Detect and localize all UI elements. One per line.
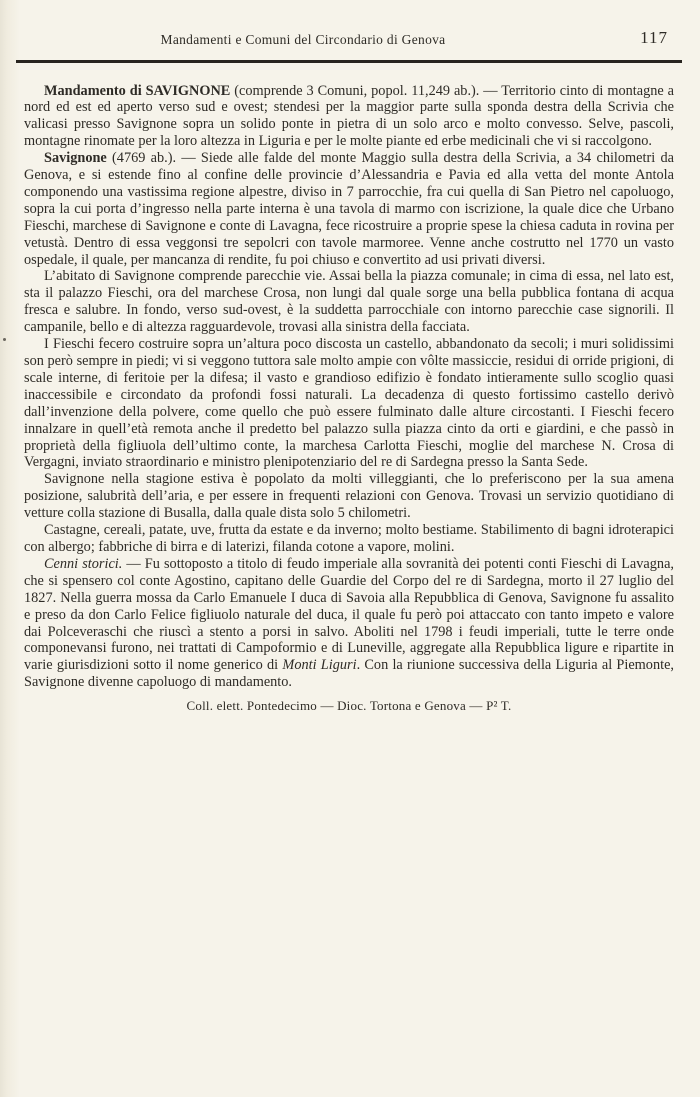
paragraph — [24, 150, 674, 268]
page-header — [24, 30, 674, 52]
header-rule — [16, 60, 682, 63]
page-body — [24, 83, 674, 692]
body-text: (4769 ab.). — Siede alle falde del monte Maggio sulla destra della Scrivia, a 34 chilometri da Genova, e si estende fino al confine delle provincie d’Alessandria e Pavia ed alla vetta del monte Antola componendo una vastissima regione alpestre, diviso in 7 parrocchie, fra cui quella di San Pietro nel capoluogo, sopra la cui porta d’ingresso nella parte interna è una tavola di marmo con iscrizione, la quale dice che Urbano Fieschi, marchese di Savignone e conte di Lavagna, fece ricostruire a proprie spese la chiesa caduta in rovina per vetustà. Dentro di essa veggonsi tre sepolcri con tavole marmoree. Venne anche costrutto nel 1770 un vasto ospedale, il quale, per mancanza di rendite, fu poi chiuso e convertito ad usi privati diversi. — [24, 150, 674, 268]
paragraph — [24, 268, 674, 336]
page-footer: Coll. elett. Pontedecimo — Dioc. Tortona e Genova — P² T. — [186, 698, 512, 714]
paragraph — [24, 556, 674, 691]
running-title: Mandamenti e Comuni del Circondario di Genova — [160, 32, 446, 47]
body-text: L’abitato di Savignone comprende parecchie vie. Assai bella la piazza comunale; in cima di essa, nel lato est, sta il palazzo Fieschi, ora del marchese Crosa, non lungi dal quale sorge una bella pubblica fontana di acqua fresca e salubre. In fondo, verso sud-ovest, è la suddetta parrocchiale con intorno parecchie case signorili. Il campanile, bello e di altezza ragguardevole, trovasi alla sinistra della facciata. — [24, 268, 674, 336]
italic-text: Monti Liguri — [282, 657, 357, 674]
bold-text: Mandamento di SAVIGNONE — [44, 82, 231, 99]
body-text: (comprende 3 Comuni, popol. 11,249 ab.). — Territorio cinto di montagne a nord ed est ed aperto verso sud e ovest; stendesi per la maggior parte sulla sponda destra della Scrivia che valicasi presso Savignone sopra un solido ponte in pietra di un solo arco e molto convesso. Selve, pascoli, montagne rinomate per la loro altezza in Liguria e per le molte piante ed erbe medicinali che vi si raccolgono. — [24, 82, 674, 150]
paragraph — [24, 336, 674, 471]
bold-text: Savignone — [44, 150, 107, 167]
page-number: 117 — [640, 28, 668, 47]
scan-speck — [3, 338, 6, 341]
paragraph — [24, 83, 674, 151]
body-text: Castagne, cereali, patate, uve, frutta da estate e da inverno; molto bestiame. Stabilimento di bagni idroterapici con albergo; fabbriche di birra e di laterizi, filanda cotone a vapore, molini. — [24, 522, 674, 555]
paragraph — [24, 471, 674, 522]
body-text: I Fieschi fecero costruire sopra un’altura poco discosta un castello, abbandonato da secoli; i muri solidissimi son però sempre in piedi; vi si veggono tuttora sale molto ampie con vôlte massiccie, residui di orride prigioni, di scale interne, di feritoie per la difesa; il vasto e grandioso edifizio è fondato intieramente sullo scoglio quasi inaccessibile e circondato da profondi fossi naturali. La decadenza di questo fortissimo castello derivò dall’invenzione della polvere, come quello che può essere fulminato dalle alture circostanti. I Fieschi fecero innalzare in quell’età remota anche il predetto bel palazzo sulla piazza cinto da orti e giardini, e che passò in proprietà della figliuola dell’ultimo conte, la marchesa Carlotta Fieschi, moglie del marchese N. Crosa di Vergagni, inviato straordinario e ministro plenipotenziario del re di Sardegna presso la Santa Sede. — [24, 336, 674, 471]
italic-text: Cenni storici. — [44, 555, 123, 572]
paragraph — [24, 522, 674, 556]
body-text: Savignone nella stagione estiva è popolato da molti villeggianti, che lo preferiscono per la sua amena posizione, salubrità dell’aria, e per essere in frequenti relazioni con Genova. Trovasi un servizio quotidiano di vetture colla stazione di Busalla, dalla quale dista solo 5 chilometri. — [24, 471, 674, 522]
body-text: — Fu sottoposto a titolo di feudo imperiale alla sovranità dei potenti conti Fieschi di Lavagna, che si spensero col conte Agostino, capitano delle Guardie del Corpo del re di Sardegna, morto il 27 luglio del 1827. Nella guerra mossa da Carlo Emanuele I duca di Savoia alla Repubblica di Genova, Savignone fu assalito e preso da don Carlo Felice figliuolo naturale del duca, il quale fu però poi attaccato con tanto impeto e valore dai Polceveraschi che riuscì a stento a porsi in salvo. Aboliti nel 1798 i feudi imperiali, tutte le terre onde componevansi furono, nei trattati di Campoformio e di Luneville, aggregate alla Repubblica ligure e ripartite in varie giurisdizioni sotto il nome generico di — [24, 555, 674, 674]
body-text: . Con la riunione successiva della Liguria al Piemonte, Savignone divenne capoluogo di mandamento. — [24, 657, 674, 691]
